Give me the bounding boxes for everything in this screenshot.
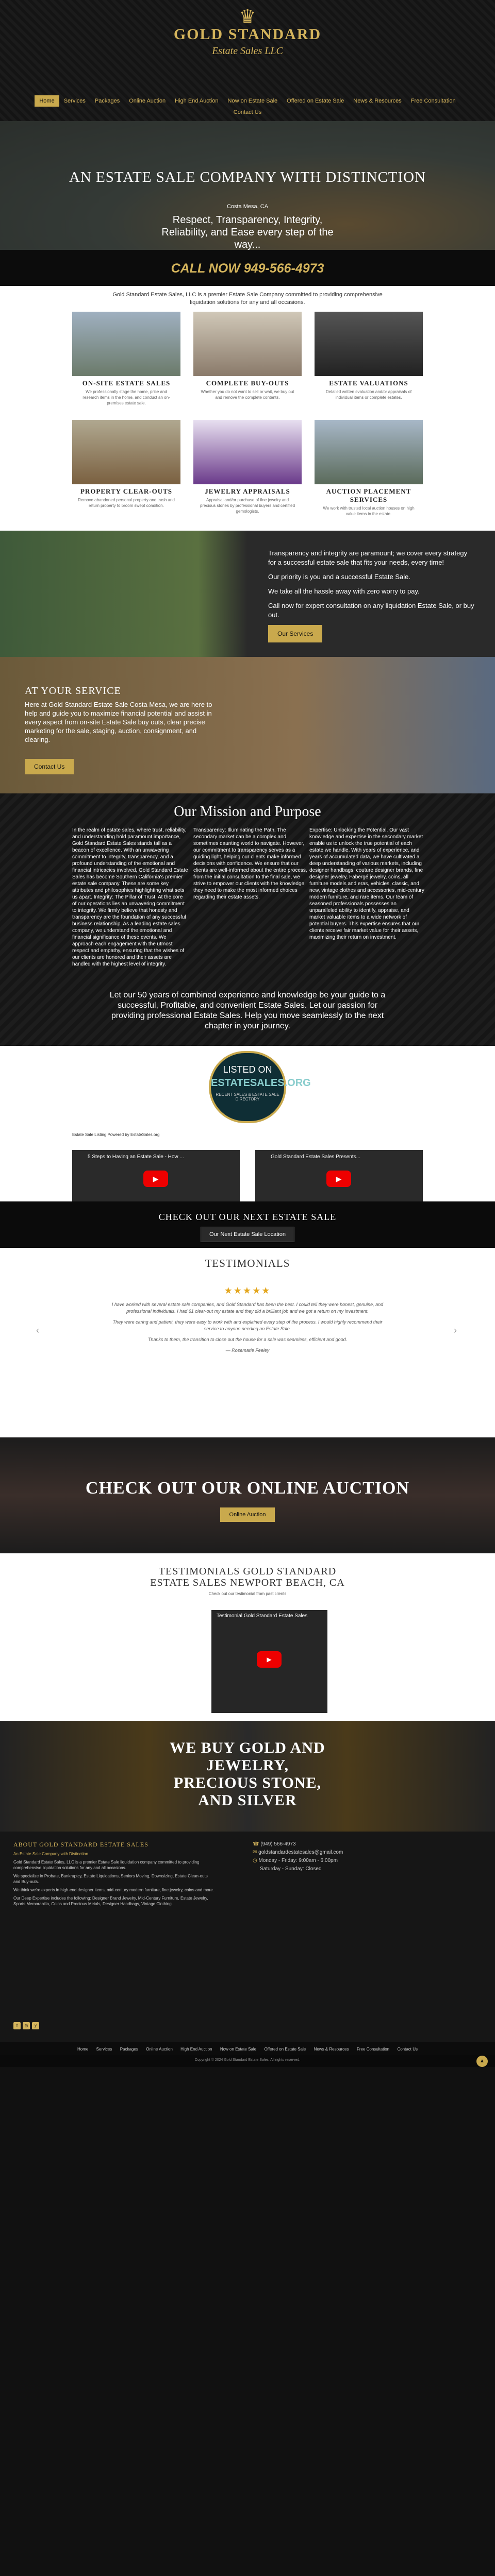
main-nav xyxy=(31,95,464,118)
service-image xyxy=(315,420,423,484)
footnav-item[interactable]: High End Auction xyxy=(180,2047,212,2052)
yelp-icon[interactable]: y xyxy=(32,2022,39,2029)
call-now-banner[interactable] xyxy=(0,250,495,286)
service-card[interactable] xyxy=(72,312,180,406)
area-title: AT YOUR SERVICE xyxy=(25,685,121,697)
brand-sub: Estate Sales LLC xyxy=(212,45,283,57)
nav-free-consultation[interactable]: Free Consultation xyxy=(410,98,456,104)
instagram-icon[interactable]: ◎ xyxy=(23,2022,30,2029)
footnav-item[interactable]: Packages xyxy=(120,2047,138,2052)
nav-contact-us[interactable]: Contact Us xyxy=(233,109,262,115)
service-desc: We work with trusted local auction houses on high value items in the estate. xyxy=(323,506,415,516)
service-desc: Appraisal and/or purchase of fine jewelry and precious stones by professional buyers and certified gemologists. xyxy=(200,498,295,514)
gold-buy-section xyxy=(0,1721,495,1832)
video-testimonial-title: TESTIMONIALS GOLD STANDARD ESTATE SALES NEWPORT BEACH, CA xyxy=(150,1566,345,1588)
facebook-icon[interactable]: f xyxy=(13,2022,21,2029)
nav-news-resources[interactable]: News & Resources xyxy=(353,98,402,104)
footer-tagline: An Estate Sale Company with Distinction xyxy=(13,1852,88,1856)
service-desc: Remove abandoned personal property and trash and return property to broom swept condition. xyxy=(78,498,175,508)
service-card[interactable] xyxy=(193,420,302,514)
video-title: Testimonial Gold Standard Estate Sales xyxy=(217,1613,308,1619)
video-title: 5 Steps to Having an Estate Sale - How ... xyxy=(88,1154,184,1160)
mission-summary: Let our 50 years of combined experience and knowledge be your guide to a successful, Profitable, and convenient Estate Sales. Let our passion for providing professional Estate Sales. Help you move seamlessly to the next chapter in your journey. xyxy=(109,991,386,1030)
video-title: Gold Standard Estate Sales Presents... xyxy=(271,1154,360,1160)
service-card[interactable] xyxy=(193,312,302,400)
video-testimonial-sub: Check out our testimonial from past clients xyxy=(208,1591,287,1596)
testimonial-quote xyxy=(108,1301,387,1354)
badge-line-2: ESTATESALES.ORG xyxy=(211,1077,311,1089)
quote-paragraph: Thanks to them, the transition to close out the house for a sale was seamless, efficient and good. xyxy=(147,1337,348,1342)
service-image xyxy=(72,312,180,376)
video-caption[interactable]: Estate Sale Listing Powered by EstateSales.org xyxy=(72,1132,160,1137)
copyright-text: Copyright © 2024 Gold Standard Estate Sales. All rights reserved. xyxy=(194,2058,301,2062)
service-title: JEWELRY APPRAISALS xyxy=(205,487,290,495)
brand-name: GOLD STANDARD xyxy=(173,26,322,43)
gold-buy-title: WE BUY GOLD AND JEWELRY, PRECIOUS STONE, AND SILVER xyxy=(170,1739,325,1809)
nav-offered-on-estate-sale[interactable]: Offered on Estate Sale xyxy=(287,98,344,104)
nav-high-end-auction[interactable]: High End Auction xyxy=(175,98,219,104)
hero-section xyxy=(0,121,495,250)
area-text: Here at Gold Standard Estate Sale Costa Mesa, we are here to help and guide you to maximize financial potential and assist in every aspect from on-site Estate Sale buy outs, clear precise marketing for the sale, staging, auction, consignment, and clearing. xyxy=(25,701,212,743)
contact-us-button[interactable]: Contact Us xyxy=(25,759,74,774)
nav-packages[interactable]: Packages xyxy=(94,98,120,104)
quote-paragraph: They were caring and patient, they were easy to work with and explained every step of the process. I would highly recommend their service to anyone needing an Estate Sale. xyxy=(112,1319,383,1331)
intro-text: Gold Standard Estate Sales, LLC is a premier Estate Sale Company committed to providing comprehensive liquidation solutions for any and all occasions. xyxy=(0,286,495,312)
video-player[interactable] xyxy=(211,1610,327,1713)
star-rating: ★★★★★ xyxy=(224,1285,271,1296)
footnav-item[interactable]: Now on Estate Sale xyxy=(220,2047,257,2052)
service-card[interactable] xyxy=(72,420,180,509)
footer-email[interactable] xyxy=(253,1849,343,1856)
next-sale-button[interactable]: Our Next Estate Sale Location xyxy=(201,1227,294,1242)
our-services-button[interactable]: Our Services xyxy=(268,625,322,642)
phone-text[interactable]: (949) 566-4973 xyxy=(260,1841,296,1847)
hero-title: AN ESTATE SALE COMPANY WITH DISTINCTION xyxy=(69,169,426,185)
auction-title: CHECK OUT OUR ONLINE AUCTION xyxy=(85,1479,410,1498)
email-text[interactable]: goldstandardestatesales@gmail.com xyxy=(258,1850,343,1855)
footnav-item[interactable]: Home xyxy=(77,2047,89,2052)
trust-line: Transparency and integrity are paramount; we cover every strategy for a successful estate sale that fits your needs, every time! xyxy=(268,549,468,566)
call-now-text[interactable]: CALL NOW 949-566-4973 xyxy=(171,261,324,276)
trust-text xyxy=(268,549,474,642)
trust-line: Call now for expert consultation on any liquidation Estate Sale, or buy out. xyxy=(268,602,474,619)
nav-home[interactable]: Home xyxy=(35,95,59,107)
footnav-item[interactable]: Contact Us xyxy=(397,2047,418,2052)
footer-contact xyxy=(253,1841,343,1874)
service-image xyxy=(72,420,180,484)
footer-para: Our Deep Expertise includes the following: Designer Brand Jewelry, Mid-Century Furniture, Estate Jewelry, Sports Memorabilia, Coins and Precious Metals, Designer Handbags, Vintage Clothing. xyxy=(13,1896,208,1906)
phone-icon: ☎ xyxy=(253,1841,261,1847)
video-player[interactable] xyxy=(255,1150,423,1201)
listed-section xyxy=(0,1046,495,1129)
social-links xyxy=(13,2022,39,2029)
footer-hours xyxy=(253,1857,343,1865)
footer-about xyxy=(13,1851,214,1909)
back-to-top-icon[interactable]: ▲ xyxy=(476,2056,488,2067)
play-icon[interactable]: ▶ xyxy=(326,1171,351,1187)
play-icon[interactable]: ▶ xyxy=(143,1171,168,1187)
mission-section xyxy=(0,793,495,1046)
service-title: AUCTION PLACEMENT SERVICES xyxy=(326,487,411,503)
footnav-item[interactable]: Services xyxy=(96,2047,112,2052)
copyright-bar xyxy=(0,2055,495,2067)
next-sale-section xyxy=(0,1201,495,1248)
service-image xyxy=(315,312,423,376)
footer-nav xyxy=(0,2042,495,2055)
service-desc: We professionally stage the home, price and research items in the home, and conduct an on-premises estate sale. xyxy=(82,389,170,405)
nav-now-on-estate-sale[interactable]: Now on Estate Sale xyxy=(227,98,278,104)
footer-para: Gold Standard Estate Sales, LLC is a premier Estate Sale liquidation company committed to providing comprehensive liquidation solutions for any and all occasions. xyxy=(13,1860,200,1870)
service-area-section xyxy=(0,657,495,793)
footnav-item[interactable]: Online Auction xyxy=(146,2047,173,2052)
service-title: ESTATE VALUATIONS xyxy=(329,379,408,387)
next-sale-title: CHECK OUT OUR NEXT ESTATE SALE xyxy=(158,1212,337,1222)
services-section xyxy=(0,312,495,531)
trust-line: Our priority is you and a successful Estate Sale. xyxy=(268,573,411,581)
mission-title: Our Mission and Purpose xyxy=(174,804,321,820)
video-player[interactable] xyxy=(72,1150,240,1201)
videos-section xyxy=(0,1129,495,1201)
footer-title: ABOUT GOLD STANDARD ESTATE SALES xyxy=(13,1841,148,1848)
crown-icon: ♛ xyxy=(239,6,256,27)
footnav-item[interactable]: News & Resources xyxy=(314,2047,349,2052)
footer-phone[interactable] xyxy=(253,1841,343,1848)
service-card[interactable] xyxy=(315,420,423,517)
mission-col-2: Transparency: Illuminating the Path. The secondary market can be a complex and sometimes daunting world to navigate. However, our commitment to transparency serves as a guiding light, helping our clients make informed decisions with confidence. We ensure that our clients are well-informed about the entire process, from the initial consultation to the final sale, we strive to empower our clients with the knowledge they need to make the most informed choices regarding their estate assets. xyxy=(193,827,307,900)
video-testimonial-section xyxy=(0,1553,495,1721)
mission-col-3: Expertise: Unlocking the Potential. Our vast knowledge and expertise in the secondary market enable us to unlock the true potential of each estate we handle. With years of experience, and years of accumulated data, we have cultivated a deep understanding of various markets, including designer handbags, couture designer brands, fine designer jewelry, Fabergé jewelry, coins, all furniture models and eras, vehicles, classic, and new, vintage clothes and accessories, mid-century modern furniture, and rare items. Our team of seasoned professionals possesses an unparalleled ability to identify, appraise, and market valuable items to a wide network of potential buyers. This expertise ensures that our clients receive fair market value for their assets, maximizing their return on investment. xyxy=(309,827,424,940)
service-title: ON-SITE ESTATE SALES xyxy=(82,379,171,387)
quote-paragraph: I have worked with several estate sale companies, and Gold Standard has been the best. I could tell they were honest, genuine, and professional individuals. I had 61 clear-out my estate and they did a brilliant job and we got a return on my investment. xyxy=(111,1302,384,1314)
hero-location: Costa Mesa, CA xyxy=(226,204,269,210)
nav-online-auction[interactable]: Online Auction xyxy=(129,98,166,104)
quote-author: — Rosemarie Feeley xyxy=(225,1348,270,1353)
footer-para: We specialize in Probate, Bankruptcy, Estate Liquidations, Seniors Moving, Downsizing, Estate Clean-outs and Buy-outs. xyxy=(13,1874,208,1884)
footer-hours-2: Saturday - Sunday: Closed xyxy=(260,1866,322,1872)
badge-line-3: RECENT SALES & ESTATE SALE DIRECTORY xyxy=(216,1092,279,1101)
service-title: PROPERTY CLEAR-OUTS xyxy=(80,487,173,495)
nav-services[interactable]: Services xyxy=(63,98,86,104)
testimonials-title: TESTIMONIALS xyxy=(205,1257,290,1269)
footnav-item[interactable]: Offered on Estate Sale xyxy=(264,2047,306,2052)
trust-line: We take all the hassle away with zero worry to pay. xyxy=(268,587,420,595)
footer xyxy=(0,1832,495,2042)
service-desc: Whether you do not want to sell or wait, we buy out and remove the complete contents. xyxy=(201,389,294,400)
hours-text: Monday - Friday: 9:00am - 6:00pm xyxy=(258,1858,338,1863)
online-auction-section xyxy=(0,1437,495,1553)
mission-col-1: In the realm of estate sales, where trust, reliability, and understanding hold paramount importance, Gold Standard Estate Sales stands tall as a beacon of excellence. With an unwavering commitment to integrity, transparency, and a profound understanding of the emotional and financial intricacies involved, Gold Standard Estate Sales has become Southern California's premier estate sale company. These are some key attributes and philosophies highlighting what sets us apart. Integrity: The Pillar of Trust. At the core of our operations lies an unwavering commitment to integrity. We firmly believe that honesty and transparency are the foundation of any successful business relationship. As a leading estate sales company, we understand the emotional and financial significance of these events. We approach each engagement with the utmost respect and empathy, ensuring that the wishes of our clients are honored and their assets are handled with the highest level of integrity. xyxy=(72,827,188,967)
prev-arrow-icon[interactable]: ‹ xyxy=(36,1325,39,1335)
brand-logo[interactable] xyxy=(170,7,325,74)
site-header xyxy=(0,0,495,121)
mail-icon: ✉ xyxy=(253,1850,259,1855)
testimonials-section xyxy=(0,1248,495,1437)
online-auction-button[interactable]: Online Auction xyxy=(220,1507,275,1522)
play-icon[interactable]: ▶ xyxy=(257,1651,282,1668)
service-desc: Detailed written evaluation and/or appraisals of individual items or complete estates. xyxy=(325,389,412,400)
footnav-item[interactable]: Free Consultation xyxy=(356,2047,390,2052)
trust-section xyxy=(0,531,495,657)
footer-para: We think we're experts in high-end designer items, mid-century modern furniture, fine jewelry, coins and more. xyxy=(13,1888,214,1892)
service-title: COMPLETE BUY-OUTS xyxy=(206,379,289,387)
service-card[interactable] xyxy=(315,312,423,400)
next-arrow-icon[interactable]: › xyxy=(454,1325,457,1335)
service-image xyxy=(193,312,302,376)
service-image xyxy=(193,420,302,484)
clock-icon: ◷ xyxy=(253,1858,259,1863)
estatesales-badge[interactable] xyxy=(209,1051,311,1123)
badge-line-1: LISTED ON xyxy=(223,1064,272,1075)
hero-tagline: Respect, Transparency, Integrity, Reliability, and Ease every step of the way... xyxy=(161,214,334,250)
